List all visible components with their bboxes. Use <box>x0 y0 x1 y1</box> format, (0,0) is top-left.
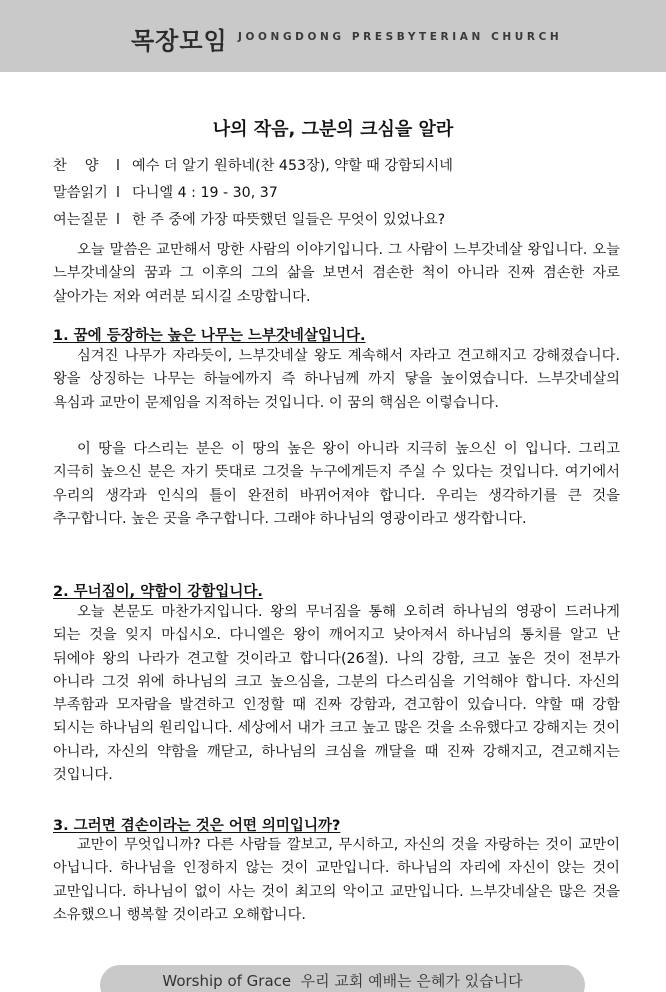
section-2-paragraph-1 <box>53 601 620 787</box>
info-row-hymn <box>53 155 453 175</box>
paragraph-text: 오늘 본문도 마찬가지입니다. 왕의 무너짐을 통해 오히려 하나님의 영광이 드러나게 되는 것을 잊지 마십시오. 다니엘은 왕이 깨어지고 낮아져서 하나님의 통치를 알고 난 뒤에야 왕의 나라가 견고할 것이라고 합니다(26절). 나의 강함, 크고 높은 것이 전부가 아니라 그것 위에 하나님의 크고 높으심을, 그분의 다스리심을 기억해야 합니다. 자신의 부족함과 모자람을 발견하고 인정할 때 진짜 강함과, 견고함이 있습니다. 약할 때 강함 되시는 하나님의 원리입니다. 세상에서 내가 크고 높고 많은 것을 소유했다고 강해지는 것이 아니라, 자신의 약함을 깨닫고, 하나님의 크심을 깨달을 때 진짜 강해지고, 견고해지는 것입니다. <box>53 604 620 784</box>
info-separator: l <box>116 185 120 201</box>
info-value-opening-question: 한 주 중에 가장 따뜻했던 일들은 무엇이 있었나요? <box>132 212 446 228</box>
info-row-reading <box>53 182 278 202</box>
info-separator: l <box>116 158 120 174</box>
info-value-hymn: 예수 더 알기 원하네(찬 453장), 약할 때 강함되시네 <box>132 158 453 174</box>
footer-banner <box>100 965 585 992</box>
footer-text: Worship of Grace 우리 교회 예배는 은혜가 있습니다 <box>162 972 523 990</box>
page-header-title: 목장모임 <box>131 27 228 55</box>
info-label-opening-question: 여는질문 <box>53 212 108 228</box>
section-heading-3: 3. 그러면 겸손이라는 것은 어떤 의미입니까? <box>53 818 341 834</box>
section-heading-2: 2. 무너짐이, 약함이 강함입니다. <box>53 584 263 600</box>
church-name: JOONGDONG PRESBYTERIAN CHURCH <box>238 31 563 43</box>
header-band <box>0 0 666 72</box>
intro-text: 오늘 말씀은 교만해서 망한 사람의 이야기입니다. 그 사람이 느부갓네살 왕입니다. 오늘 느부갓네살의 꿈과 그 이후의 그의 삶을 보면서 겸손한 척이 아니라 진짜 겸손한 자로 살아가는 저와 여러분 되시길 소망합니다. <box>53 242 620 305</box>
section-3-paragraph-1 <box>53 834 620 927</box>
paragraph-text: 교만이 무엇입니까? 다른 사람들 깔보고, 무시하고, 자신의 것을 자랑하는 것이 교만이 아닙니다. 하나님을 인정하지 않는 것이 교만입니다. 하나님의 자리에 자신이 앉는 것이 교만입니다. 하나님이 없이 사는 것이 최고의 악이고 교만입니다. 느부갓네살은 많은 것을 소유했으니 행복할 것이라고 오해합니다. <box>53 837 620 923</box>
info-value-reading: 다니엘 4 : 19 - 30, 37 <box>132 185 278 201</box>
intro-paragraph <box>53 239 620 309</box>
paragraph-text: 이 땅을 다스리는 분은 이 땅의 높은 왕이 아니라 지극히 높으신 이 입니다. 그리고 지극히 높으신 분은 자기 뜻대로 그것을 누구에게든지 주실 수 있다는 것입니다. 여기에서 우리의 생각과 인식의 틀이 완전히 바뀌어져야 합니다. 우리는 생각하기를 큰 것을 추구합니다. 높은 곳을 추구합니다. 그래야 하나님의 영광이라고 생각합니다. <box>53 441 620 527</box>
section-1-paragraph-1 <box>53 345 620 415</box>
info-separator: l <box>116 212 120 228</box>
info-label-hymn: 찬 양 <box>53 158 99 174</box>
section-1-paragraph-2 <box>53 438 620 531</box>
info-label-reading: 말씀읽기 <box>53 185 108 201</box>
section-heading-1: 1. 꿈에 등장하는 높은 나무는 느부갓네살입니다. <box>53 328 366 344</box>
info-row-opening-question <box>53 209 445 229</box>
paragraph-text: 심겨진 나무가 자라듯이, 느부갓네살 왕도 계속해서 자라고 견고해지고 강해졌습니다. 왕을 상징하는 나무는 하늘에까지 즉 하나님께 까지 닿을 높이였습니다. 느부갓네살의 욕심과 교만이 문제임을 지적하는 것입니다. 이 꿈의 핵심은 이렇습니다. <box>53 348 620 411</box>
document-title: 나의 작음, 그분의 크심을 알라 <box>212 119 454 140</box>
